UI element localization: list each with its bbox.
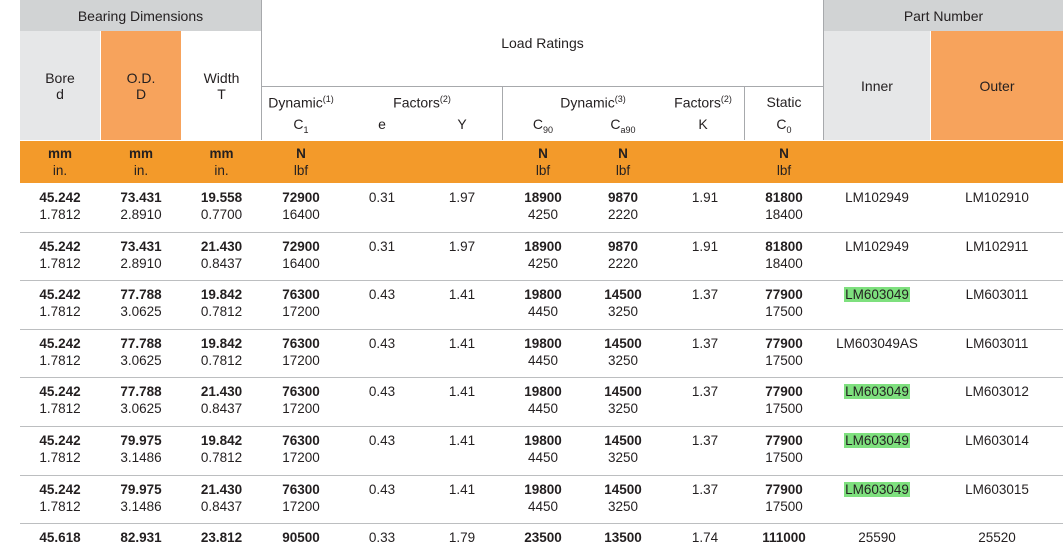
unit-c1: N lbf — [293, 146, 309, 178]
cell-inner: LM603049 — [845, 384, 909, 400]
cell-k: 1.37 — [691, 384, 719, 400]
unit-c0: N lbf — [776, 146, 792, 178]
cell-ca90: 9870 2220 — [607, 238, 639, 271]
outer-header: Outer — [931, 31, 1063, 140]
cell-ca90: 14500 3250 — [604, 433, 642, 465]
cell-bore: 45.242 1.7812 — [39, 190, 81, 222]
cell-inner: LM102949 — [845, 190, 909, 205]
cell-c90: 19800 4450 — [524, 481, 562, 514]
row-divider — [20, 377, 1063, 378]
row-divider — [20, 523, 1063, 524]
cell-y: 1.41 — [448, 384, 476, 400]
cell-c0: 81800 18400 — [765, 238, 803, 271]
cell-c90: 19800 4450 — [524, 335, 562, 368]
unit-od: mm in. — [128, 146, 153, 178]
cell-c1: 76300 17200 — [282, 335, 320, 368]
cell-od: 77.788 3.0625 — [120, 335, 162, 368]
cell-c90: 23500 — [524, 530, 562, 546]
cell-outer: LM603015 — [965, 481, 1029, 497]
cell-bore: 45.242 1.7812 — [39, 481, 81, 514]
cell-k: 1.91 — [691, 238, 719, 254]
cell-od: 77.788 3.0625 — [120, 287, 162, 320]
cell-ca90: 14500 3250 — [604, 384, 642, 417]
cell-y: 1.97 — [448, 190, 476, 205]
cell-k: 1.37 — [691, 433, 719, 448]
cell-width: 21.430 0.8437 — [200, 384, 243, 417]
cell-width: 19.842 0.7812 — [200, 433, 243, 465]
cell-k: 1.74 — [691, 530, 719, 546]
cell-e: 0.43 — [368, 384, 396, 400]
cell-c1: 72900 16400 — [282, 190, 320, 222]
cell-e: 0.31 — [368, 238, 396, 254]
row-divider — [20, 426, 1063, 427]
cell-y: 1.41 — [448, 335, 476, 351]
cell-inner: LM603049 — [845, 433, 909, 448]
cell-outer: LM603012 — [965, 384, 1029, 400]
cell-c1: 90500 — [282, 530, 320, 546]
cell-od: 73.431 2.8910 — [120, 190, 162, 222]
cell-width: 21.430 0.8437 — [200, 238, 243, 271]
cell-inner: LM102949 — [845, 238, 909, 254]
unit-ca90: N lbf — [615, 146, 631, 178]
cell-c0: 77900 17500 — [765, 433, 803, 465]
cell-bore: 45.618 — [39, 530, 81, 546]
cell-c1: 72900 16400 — [282, 238, 320, 271]
unit-c90: N lbf — [535, 146, 551, 178]
cell-c0: 77900 17500 — [765, 335, 803, 368]
cell-outer: LM603014 — [965, 433, 1029, 448]
bore-header: Bore d — [20, 31, 100, 140]
dynamic1-header: Dynamic$^{(1)}$ $C_1$ Factors$^{(2)}$ e Y — [268, 94, 467, 135]
cell-k: 1.37 — [691, 287, 719, 303]
cell-c0: 77900 17500 — [765, 481, 803, 514]
cell-y: 1.97 — [448, 238, 476, 254]
cell-bore: 45.242 1.7812 — [39, 238, 81, 271]
load-ratings-header: Load Ratings — [501, 35, 584, 51]
cell-outer: LM102910 — [965, 190, 1029, 205]
cell-e: 0.43 — [368, 287, 396, 303]
row-divider — [20, 280, 1063, 281]
cell-inner: LM603049AS — [836, 335, 918, 351]
cell-outer: LM603011 — [965, 287, 1029, 303]
cell-c0: 111000 — [762, 530, 806, 546]
cell-outer: LM603011 — [965, 335, 1029, 351]
bearing-dimensions-header: Bearing Dimensions — [20, 0, 261, 31]
cell-c90: 19800 4450 — [524, 433, 562, 465]
cell-inner: LM603049 — [845, 287, 909, 303]
cell-c0: 77900 17500 — [765, 384, 803, 417]
cell-y: 1.41 — [448, 481, 476, 497]
row-divider — [20, 329, 1063, 330]
cell-c0: 77900 17500 — [765, 287, 803, 320]
cell-y: 1.79 — [448, 530, 476, 546]
cell-od: 82.931 — [120, 530, 162, 546]
od-header: O.D. D — [101, 31, 181, 140]
cell-bore: 45.242 1.7812 — [39, 335, 81, 368]
cell-y: 1.41 — [448, 287, 476, 303]
cell-c90: 18900 4250 — [524, 238, 562, 271]
cell-outer: LM102911 — [965, 238, 1029, 254]
width-header: Width T — [203, 69, 240, 102]
cell-e: 0.43 — [368, 335, 396, 351]
cell-y: 1.41 — [448, 433, 476, 448]
cell-k: 1.91 — [691, 190, 719, 205]
part-number-header: Part Number — [824, 0, 1063, 31]
cell-ca90: 9870 2220 — [607, 190, 639, 222]
cell-c1: 76300 17200 — [282, 384, 320, 417]
cell-c1: 76300 17200 — [282, 287, 320, 320]
cell-outer: 25520 — [978, 530, 1016, 546]
cell-width: 19.558 0.7700 — [200, 190, 243, 222]
cell-e: 0.31 — [368, 190, 396, 205]
inner-header: Inner — [824, 31, 930, 140]
cell-ca90: 13500 — [604, 530, 642, 546]
unit-bore: mm in. — [47, 146, 72, 178]
cell-od: 79.975 3.1486 — [120, 433, 162, 465]
cell-bore: 45.242 1.7812 — [39, 384, 81, 417]
cell-c90: 18900 4250 — [524, 190, 562, 222]
cell-od: 79.975 3.1486 — [120, 481, 162, 514]
cell-c90: 19800 4450 — [524, 384, 562, 417]
cell-od: 77.788 3.0625 — [120, 384, 162, 417]
cell-e: 0.33 — [368, 530, 396, 546]
cell-width: 19.842 0.7812 — [200, 335, 243, 368]
cell-ca90: 14500 3250 — [604, 335, 642, 368]
row-divider — [20, 232, 1063, 233]
cell-width: 21.430 0.8437 — [200, 481, 243, 514]
cell-e: 0.43 — [368, 481, 396, 497]
row-divider — [20, 475, 1063, 476]
cell-k: 1.37 — [691, 335, 719, 351]
cell-c1: 76300 17200 — [282, 481, 320, 514]
cell-inner: LM603049 — [845, 481, 909, 497]
cell-od: 73.431 2.8910 — [120, 238, 162, 271]
cell-bore: 45.242 1.7812 — [39, 287, 81, 320]
cell-bore: 45.242 1.7812 — [39, 433, 81, 465]
cell-ca90: 14500 3250 — [604, 481, 642, 514]
cell-c0: 81800 18400 — [765, 190, 803, 222]
cell-c90: 19800 4450 — [524, 287, 562, 320]
cell-width: 19.842 0.7812 — [200, 287, 243, 320]
dynamic3-header: Dynamic$^{(3)}$ $C_{90}$ $C_{a90}$ Factors$^{(2)}$ K Static $C_0$ — [532, 94, 802, 135]
cell-inner: 25590 — [858, 530, 896, 546]
cell-width: 23.812 — [200, 530, 243, 546]
cell-ca90: 14500 3250 — [604, 287, 642, 320]
unit-width: mm in. — [209, 146, 234, 178]
cell-c1: 76300 17200 — [282, 433, 320, 465]
cell-k: 1.37 — [691, 481, 719, 497]
cell-e: 0.43 — [368, 433, 396, 448]
